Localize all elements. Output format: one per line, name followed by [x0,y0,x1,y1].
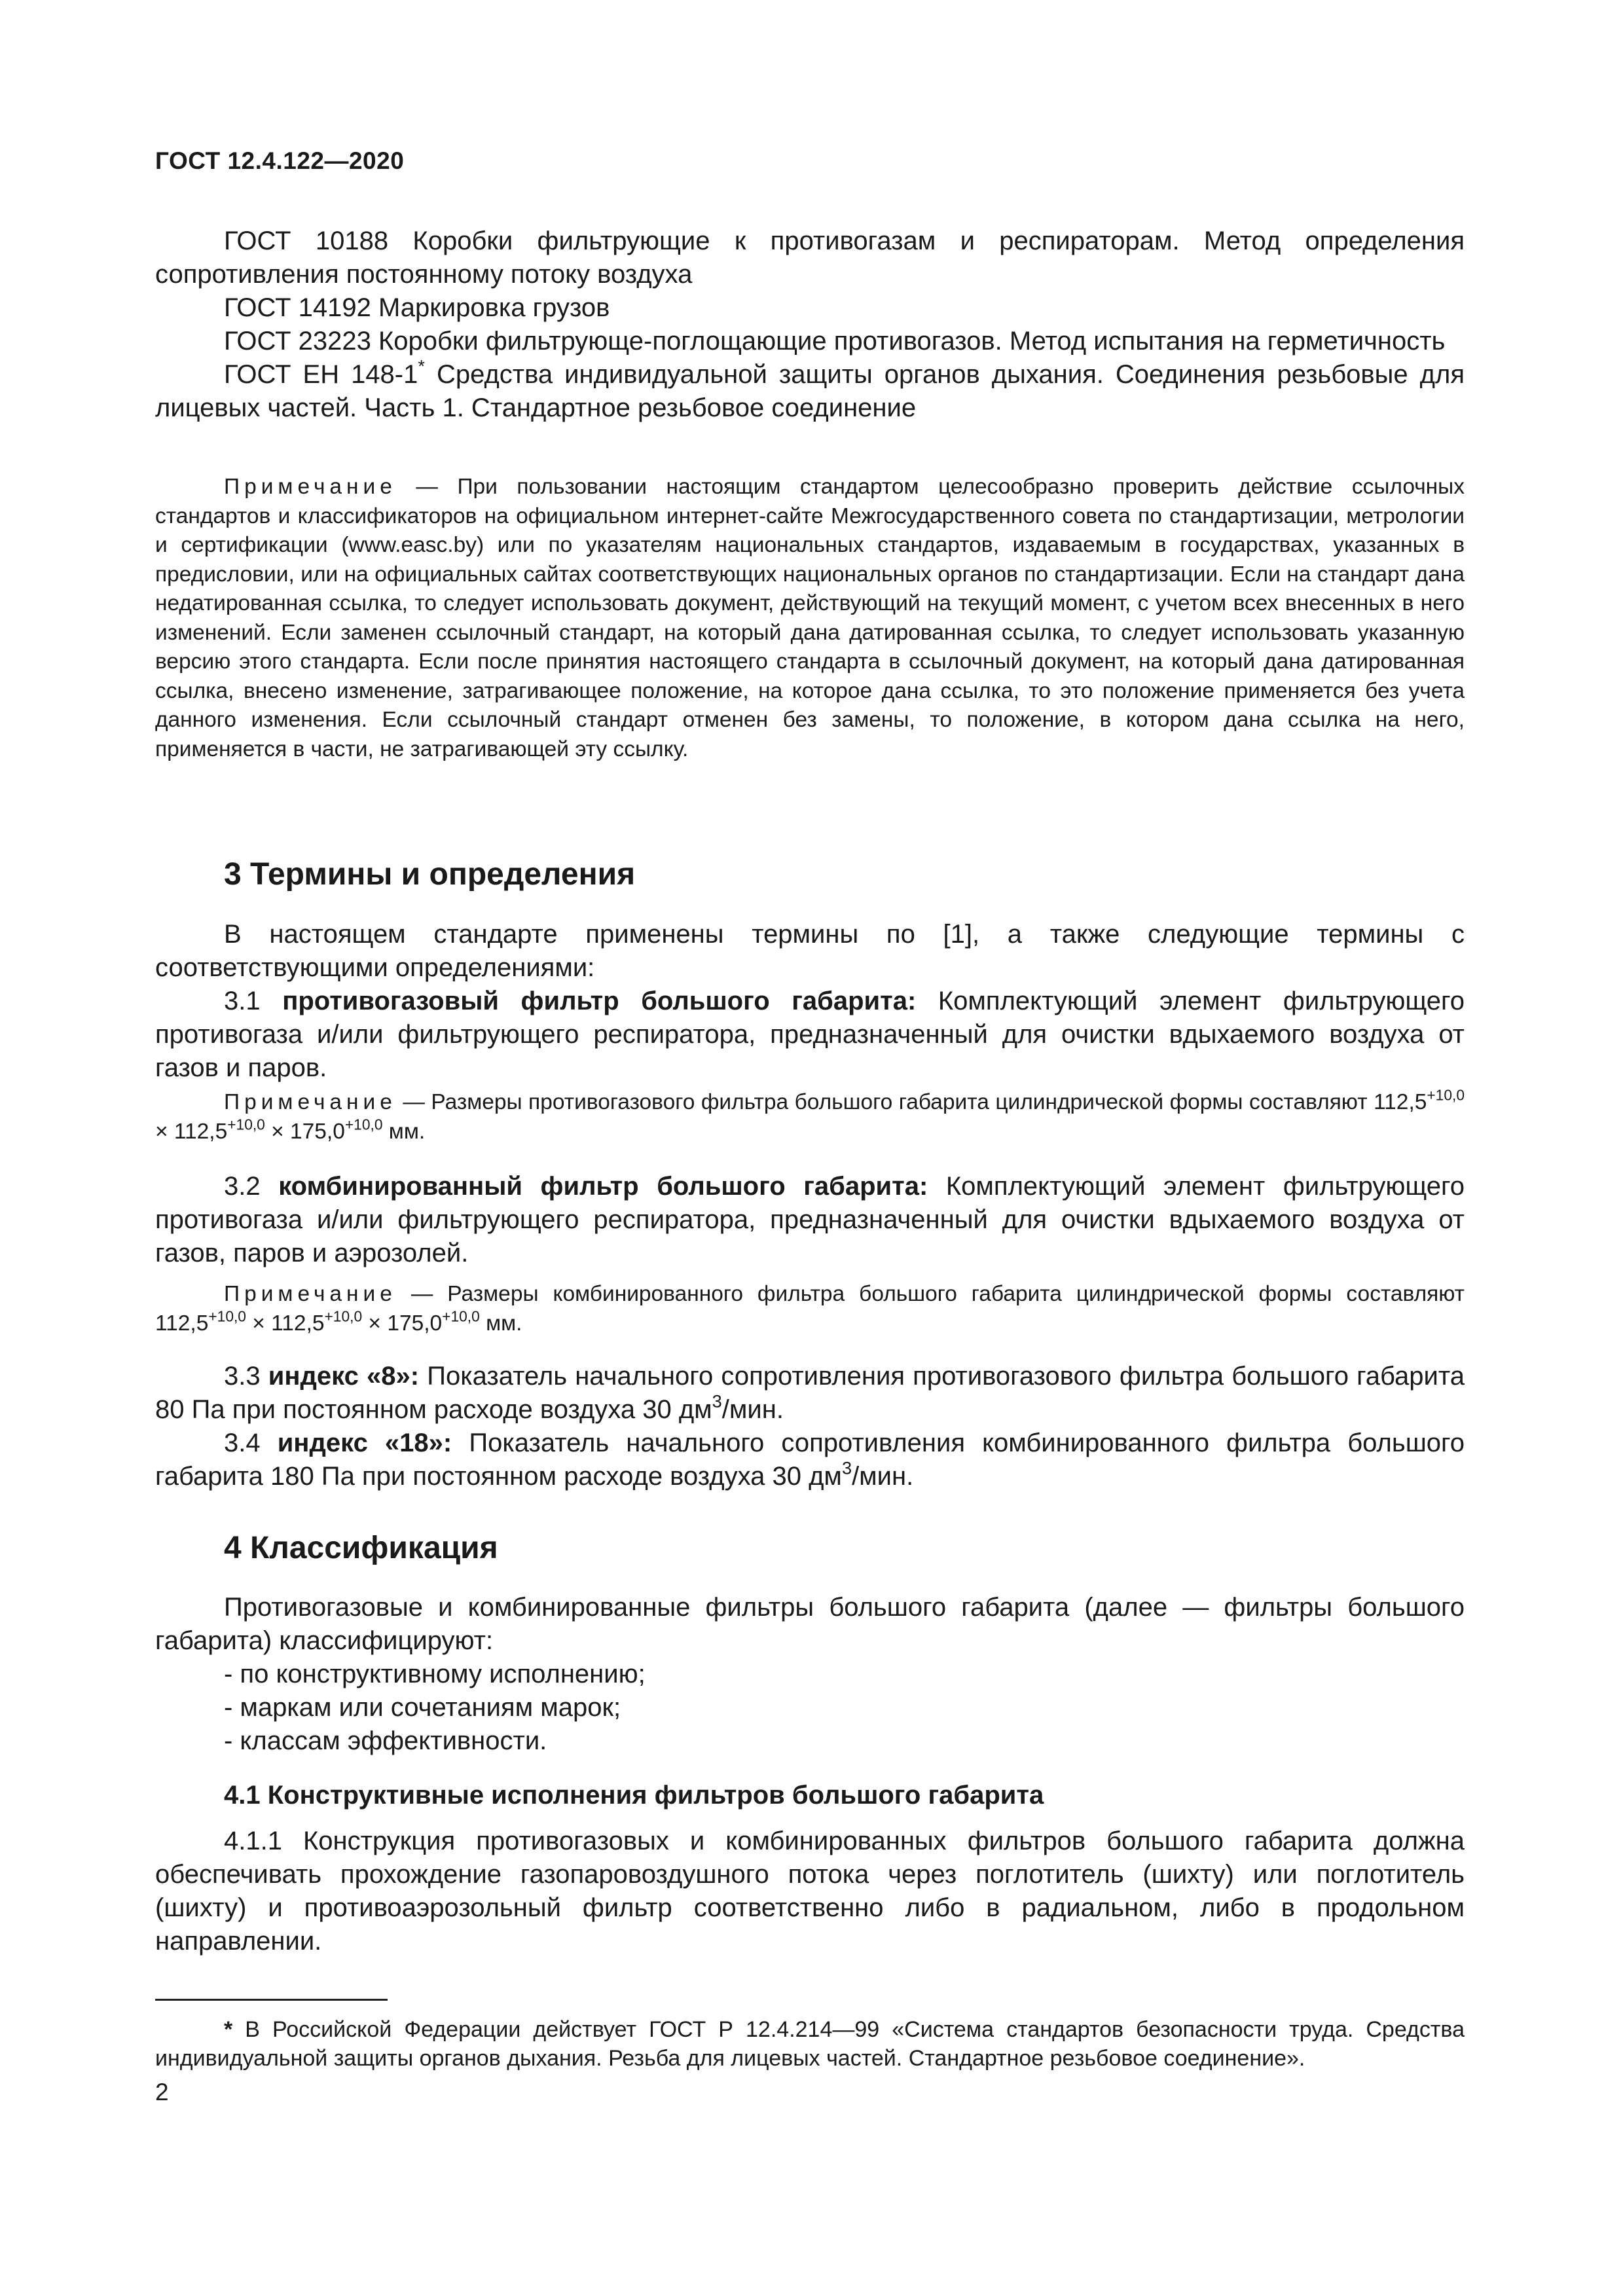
term-3-2-note: Примечание — Размеры комбинированного фильтра большого габарита цилиндрической формы составляют $112,5^{+10,0} \times 112,5^{+10,0} \times 175,0^{+10,0}$ мм. [155,1282,1465,1336]
term-name: комбинированный фильтр большого габарита: [278,1172,928,1201]
document-header: ГОСТ 12.4.122—2020 [155,147,405,174]
terms-3-3-3-4 [155,1360,1465,1493]
reference-title: Средства индивидуальной защиты органов дыхания. Соединения резьбовые для лицевых частей. Часть 1. Стандартное резьбовое соединение [155,360,1465,422]
footnote [155,2015,1465,2073]
term-3-1-note: Примечание — Размеры противогазового фильтра большого габарита цилиндрической формы составляют $112,5^{+10,0} \times 112,5^{+10,0} \times 175,0^{+10,0}$ мм. [155,1086,1465,1144]
section-intro: Противогазовые и комбинированные фильтры большого габарита (далее — фильтры большого габарита) классифицируют: [155,1593,1465,1655]
section-3-body [155,918,1465,1085]
term-name: противогазовый фильтр большого габарита: [282,987,917,1015]
references-note [155,473,1465,764]
term-3-2: 3.2 комбинированный фильтр большого габарита: Комплектующий элемент фильтрующего противогаза и/или фильтрующего респиратора, предназначенный для очистки вдыхаемого воздуха от газов, паров и аэрозолей. [155,1172,1465,1267]
term-3-3: 3.3 индекс «8»: Показатель начального сопротивления противогазового фильтра большого габарита 80 Па при постоянном расходе воздуха 30 $дм^3$/мин. [155,1362,1465,1424]
list-item: - классам эффективности. [224,1726,547,1755]
note-label: Примечание [224,1282,397,1306]
term-3-1: 3.1 противогазовый фильтр большого габарита: Комплектующий элемент фильтрующего противогаза и/или фильтрующего респиратора, предназначенный для очистки вдыхаемого воздуха от газов и паров. [155,987,1465,1082]
note-label: Примечание [224,1090,397,1114]
footnote-divider [155,1999,388,2001]
reference-code: ГОСТ EH 148-1 [224,360,418,389]
footnote-mark: * [418,355,425,376]
section-4-heading [155,1530,1465,1566]
subsection-title: 4.1 Конструктивные исполнения фильтров большого габарита [224,1781,1044,1810]
footnote-mark: * [224,2017,233,2042]
list-item: - по конструктивному исполнению; [224,1660,646,1688]
normative-references [155,225,1465,425]
subsection-4-1-heading [155,1781,1465,1810]
section-title: 4 Классификация [224,1531,498,1565]
footnote-text: В Российской Федерации действует ГОСТ Р 12.4.214—99 «Система стандартов безопасности труда. Средства индивидуальной защиты органов дыхания. Резьба для лицевых частей. Стандартное резьбовое соединение». [155,2017,1465,2071]
section-3-heading [155,856,1465,892]
list-item: - маркам или сочетаниям марок; [224,1693,621,1722]
term-name: индекс «18»: [277,1429,452,1457]
term-definition: Комплектующий элемент фильтрующего противогаза и/или фильтрующего респиратора, предназначенный для очистки вдыхаемого воздуха от газов, паров и аэрозолей. [155,1172,1465,1267]
section-4-body [155,1591,1465,1758]
reference-item: ГОСТ 23223 Коробки фильтрующе-поглощающие противогазов. Метод испытания на герметичность [224,327,1446,355]
page-number: 2 [155,2079,169,2105]
term-definition: Комплектующий элемент фильтрующего противогаза и/или фильтрующего респиратора, предназначенный для очистки вдыхаемого воздуха от газов и паров. [155,987,1465,1082]
clause-4-1-1: 4.1.1 Конструкция противогазовых и комбинированных фильтров большого габарита должна обеспечивать прохождение газопаровоздушного потока через поглотитель (шихту) или поглотитель (шихту) и противоаэрозольный фильтр соответственно либо в радиальном, либо в продольном направлении. [155,1827,1465,1956]
section-intro: В настоящем стандарте применены термины по [1], а также следующие термины с соответствующими определениями: [155,920,1465,982]
note-label: Примечание [224,475,397,499]
term-name: индекс «8»: [268,1362,420,1391]
reference-item: ГОСТ 14192 Маркировка грузов [224,293,610,322]
note-text: — При пользовании настоящим стандартом целесообразно проверить действие ссылочных стандартов и классификаторов на официальном интернет-сайте Межгосударственного совета по стандартизации, метрологии и сертификации (www.easc.by) или по указателям национальных стандартов, издаваемым в государствах, указанных в предисловии, или на официальных сайтах соответствующих национальных органов по стандартизации. Если на стандарт дана недатированная ссылка, то следует использовать документ, действующий на текущий момент, с учетом всех внесенных в него изменений. Если заменен ссылочный стандарт, на который дана датированная ссылка, то следует использовать указанную версию этого стандарта. Если после принятия настоящего стандарта в ссылочный документ, на который дана датированная ссылка, внесено изменение, затрагивающее положение, на которое дана ссылка, то это положение применяется без учета данного изменения. Если ссылочный стандарт отменен без замены, то положение, в котором дана ссылка на него, применяется в части, не затрагивающей эту ссылку. [155,475,1465,761]
reference-item: ГОСТ 10188 Коробки фильтрующие к противогазам и респираторам. Метод определения сопротивления постоянному потоку воздуха [155,227,1465,289]
reference-item [155,355,1465,425]
term-3-4: 3.4 индекс «18»: Показатель начального сопротивления комбинированного фильтра большого габарита 180 Па при постоянном расходе воздуха 30 $дм^3$/мин. [155,1429,1465,1491]
section-title: 3 Термины и определения [224,857,636,892]
